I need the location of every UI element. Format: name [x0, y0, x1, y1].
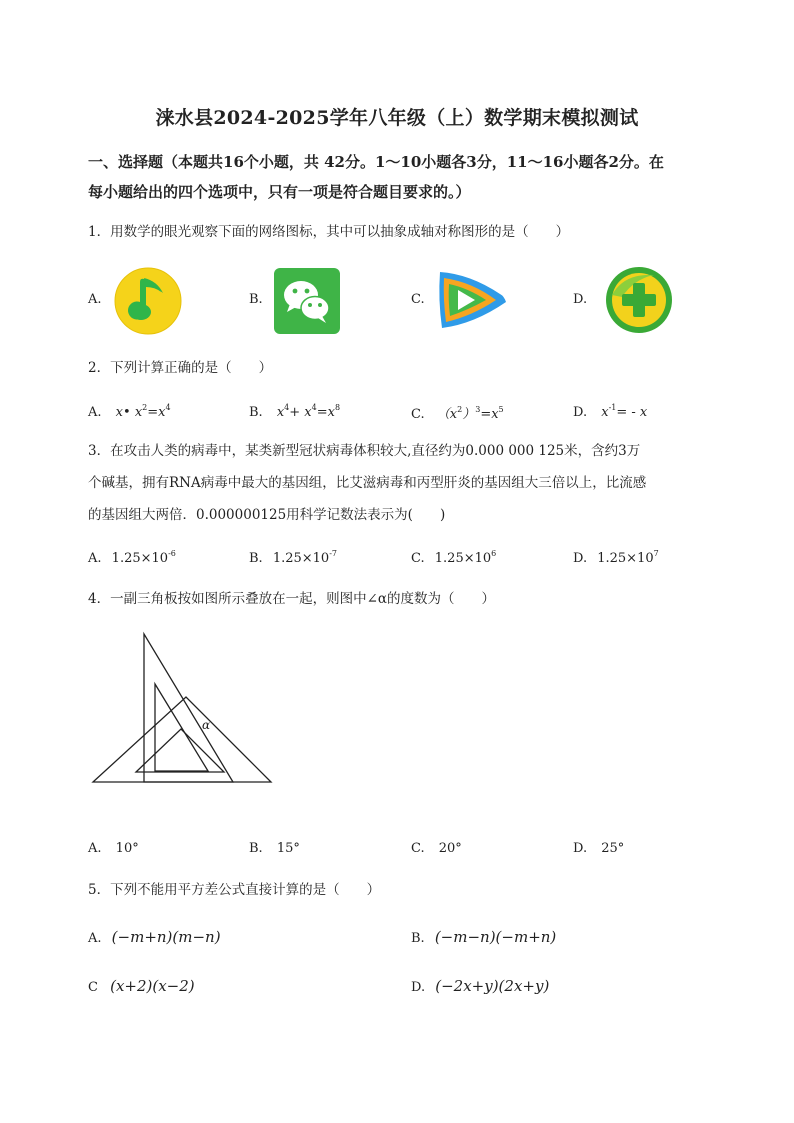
q2-option-c: [411, 403, 504, 422]
q5-option-c-expr: (x+2)(x−2): [110, 977, 195, 995]
q1-option-d-label: D.: [573, 292, 588, 307]
large-set-square: [93, 697, 271, 782]
q3-option-c-label: C.: [411, 551, 425, 566]
q3-option-c-exp: 6: [491, 549, 497, 558]
q4-option-a-text: 10°: [115, 841, 139, 856]
wechat-icon: [274, 268, 340, 338]
q3-option-a-exp: -6: [168, 549, 176, 558]
q3-option-d-exp: 7: [653, 549, 659, 558]
section-heading-line1: 一、选择题（本题共16个小题，共 42分。1～10小题各3分，11～16小题各2分。在: [88, 153, 664, 171]
q3-option-a-text: 1.25×10: [111, 551, 169, 566]
question-3-line3: 的基因组大两倍．0.000000125用科学记数法表示为( ): [88, 507, 446, 523]
q2-a-base: x: [115, 405, 124, 420]
q4-option-a: [88, 841, 139, 856]
q4-option-c-text: 20°: [438, 841, 462, 856]
q1-option-b-label: B.: [249, 292, 263, 307]
q5-option-a-label: A.: [88, 931, 102, 946]
q2-d-base: x: [601, 405, 609, 420]
q4-option-c: [411, 841, 462, 856]
q5-option-c-label: C: [88, 980, 98, 995]
q2-d-eq: = - x: [616, 405, 648, 420]
q3-option-d: [573, 549, 659, 566]
q5-option-a-expr: (−m+n)(m−n): [111, 928, 221, 946]
music-note-icon: [113, 266, 183, 340]
q2-c-exp3: 5: [498, 405, 504, 414]
q4-option-a-label: A.: [88, 841, 102, 856]
q2-c-open: （x: [436, 407, 458, 422]
question-1-stem: 1．用数学的眼光观察下面的网络图标，其中可以抽象成轴对称图形的是（ ）: [88, 224, 570, 240]
q4-option-d: [573, 841, 624, 856]
q3-option-a: [88, 549, 176, 566]
q4-option-b-text: 15°: [276, 841, 300, 856]
question-2-stem: 2．下列计算正确的是（ ）: [88, 360, 273, 376]
q2-option-d-label: D.: [573, 405, 588, 420]
question-5-stem: 5．下列不能用平方差公式直接计算的是（ ）: [88, 882, 381, 898]
q4-option-b-label: B.: [249, 841, 263, 856]
q3-option-d-text: 1.25×10: [597, 551, 654, 566]
video-play-icon: [434, 268, 510, 336]
q2-b-base: x: [276, 405, 285, 420]
q2-b-exp1: 4: [284, 403, 290, 412]
q2-option-a-label: A.: [88, 405, 102, 420]
q3-option-b: [249, 549, 337, 566]
page-title: 涞水县2024-2025学年八年级（上）数学期末模拟测试: [155, 107, 639, 129]
q3-option-d-label: D.: [573, 551, 588, 566]
q2-a-exp2: 4: [165, 403, 171, 412]
question-3-line1: 3．在攻击人类的病毒中，某类新型冠状病毒体积较大,直径约为0.000 000 125米，含约3万: [88, 443, 641, 459]
q3-option-c: [411, 549, 496, 566]
q2-c-exp1: 2: [457, 405, 463, 414]
q5-option-c: [88, 977, 195, 995]
q3-option-b-label: B.: [249, 551, 263, 566]
q2-option-d: [573, 403, 647, 420]
q3-option-c-text: 1.25×10: [434, 551, 492, 566]
q2-b-mid: + x: [289, 405, 312, 420]
q5-option-b: [411, 928, 556, 946]
q4-option-c-label: C.: [411, 841, 425, 856]
q2-a-eq: =x: [147, 405, 166, 420]
q2-b-exp3: 8: [334, 403, 341, 412]
q4-option-d-label: D.: [573, 841, 588, 856]
q1-option-c-label: C.: [411, 292, 425, 307]
q4-option-d-text: 25°: [601, 841, 625, 856]
q5-option-b-expr: (−m−n)(−m+n): [434, 928, 557, 946]
question-4-stem: 4．一副三角板按如图所示叠放在一起，则图中∠α的度数为（ ）: [88, 591, 496, 607]
q2-option-c-label: C.: [411, 407, 425, 422]
q2-a-mid: • x: [123, 405, 143, 420]
q2-option-b: [249, 403, 340, 420]
tall-set-square: [144, 634, 233, 782]
q2-c-close: ）: [462, 407, 476, 422]
q1-option-a-label: A.: [88, 292, 102, 307]
plus-shield-icon: [604, 265, 674, 339]
alpha-label: α: [202, 718, 211, 732]
q2-b-eq: =x: [316, 405, 335, 420]
q2-c-exp2: 3: [475, 405, 481, 414]
q3-option-b-text: 1.25×10: [272, 551, 330, 566]
q3-option-a-label: A.: [88, 551, 102, 566]
q2-d-exp1: -1: [608, 403, 617, 412]
section-heading-line2: 每小题给出的四个选项中，只有一项是符合题目要求的。）: [88, 183, 471, 201]
question-3-line2: 个碱基，拥有RNA病毒中最大的基因组，比艾滋病毒和丙型肝炎的基因组大三倍以上，比流感: [88, 475, 647, 491]
q5-option-d-expr: (−2x+y)(2x+y): [435, 977, 550, 995]
q5-option-b-label: B.: [411, 931, 425, 946]
q2-a-exp1: 2: [142, 403, 148, 412]
q5-option-a: [88, 928, 221, 946]
q5-option-d-label: D.: [411, 980, 426, 995]
q2-option-b-label: B.: [249, 405, 263, 420]
q2-b-exp2: 4: [311, 403, 317, 412]
q2-c-eq: =x: [480, 407, 499, 422]
triangle-rulers-figure: [88, 628, 278, 792]
q5-option-d: [411, 977, 549, 995]
q3-option-b-exp: -7: [329, 549, 338, 558]
q2-option-a: [88, 403, 171, 420]
q4-option-b: [249, 841, 300, 856]
